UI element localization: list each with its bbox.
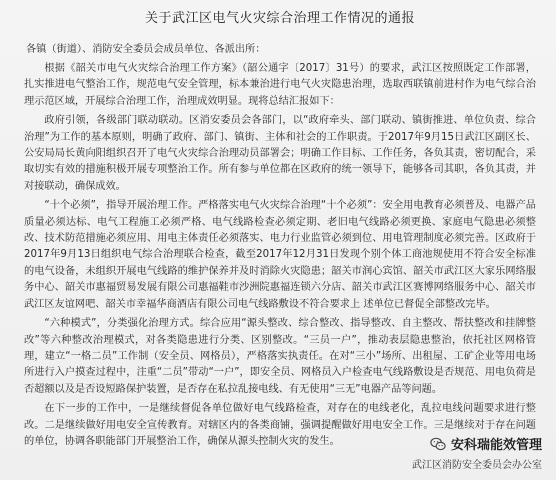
- salutation-line: 各镇（街道）、消防安全委员会成员单位、各派出所：: [26, 44, 266, 55]
- paragraph-intro: 根据《韶关市电气火灾综合治理工作方案》（韶公通字〔2017〕31号）的要求，武江区按照既定工作部署，扎实推进电气整治工作，规范电气安全管理，标本兼治进行电气火灾隐患治理，选取西联镇前进村作为电气综合治理示范区域，开展综合治理工作，治理成效明显。现将总结汇报如下：: [24, 63, 536, 107]
- watermark-text: 安科瑞能效管理: [450, 438, 542, 453]
- paragraph-next-steps: 在下一步的工作中，一是继续督促各单位做好电气线路检查，对存在的电线老化，乱拉电线问题要求进行整改。二是继续做好用电安全宣传教育。对辖区内的各类商铺，强调提醒做好用电安全工作。三是继续对于存在问题的单位，协调各职能部门开展整治工作，确保从源头控制火灾的发生。: [24, 403, 536, 447]
- wechat-watermark: [429, 434, 542, 453]
- wechat-icon: [429, 435, 447, 453]
- paragraph-six-modes: “六种模式”，分类强化治理方式。综合应用“源头整改、综合整改、指导整改、自主整改、帮扶整改和挂牌整改”等六种整改治理模式，对各类隐患进行分类、区别整改。“三员一户”，推动表层隐患整治，依托社区网格管理，建立“一格二员”工作制（安全员、网格员），严格落实执责任。在对“三小”场所、出租屋、工矿企业等用电场所进行入户摸查过程中，注重“二员”带动“一户”，即安全员、网格员入户检查电气线路敷设是否规范、用电负荷是否超额以及是否设短路保护装置，是否存在私拉乱接电线、有无使用“三无”电器产品等问题。: [24, 318, 536, 395]
- signature-line: 武江区消防安全委员会办公室: [412, 460, 542, 471]
- paragraph-ten-musts: “十个必须”，指导开展治理工作。严格落实电气火灾综合治理“十个必须”：安全用电教育必须普及、电器产品质量必须达标、电气工程施工必须严格、电气线路检查必须定期、老旧电气线路必须更换、家庭电气隐患必须整改、技术防范措施必须应用、用电主体责任必须落实、电力行业监管必须到位、用电管理制度必须完善。区政府于2017年9月13日组织电气综合治理联合检查，截至2017年12月31日发现个别个体工商池规使用不符合安全标准的电气设备，未组织开展电气线路的维护保养并及时消除火灾隐患；韶关市润心宾馆、韶关市武江区大家乐网络服务中心、韶关市惠福贸易发展有限公司惠福鞋市沙洲院惠福连锁六分店、韶关市武江区赛博网络服务中心、韶关市武江区友谊网吧、韶关市幸福华商酒店有限公司电气线路敷设不符合要求上 述单位已督促全部整改完毕。: [24, 200, 536, 310]
- document-title: 关于武江区电气火灾综合治理工作情况的通报: [144, 11, 415, 26]
- paragraph-government-lead: 政府引领，各级部门联动联动。区消安委员会各部门，以“政府牵头、部门联动、镇街推进、单位负责、综合治理”为工作的基本原则，明确了政府、部门、镇街、主体和社会的工作职责。于2017年9月15日武江区副区长、公安局局长黄向阳组织召开了电气火灾综合治理动员部署会；明确工作目标、工作任务，各负其责，密切配合，采取切实有效的措施积极开展专项整治工作。所有参与单位都在区政府的统一领导下，能够各司其职，各负其责，并对接联动，确保成效。: [24, 115, 536, 192]
